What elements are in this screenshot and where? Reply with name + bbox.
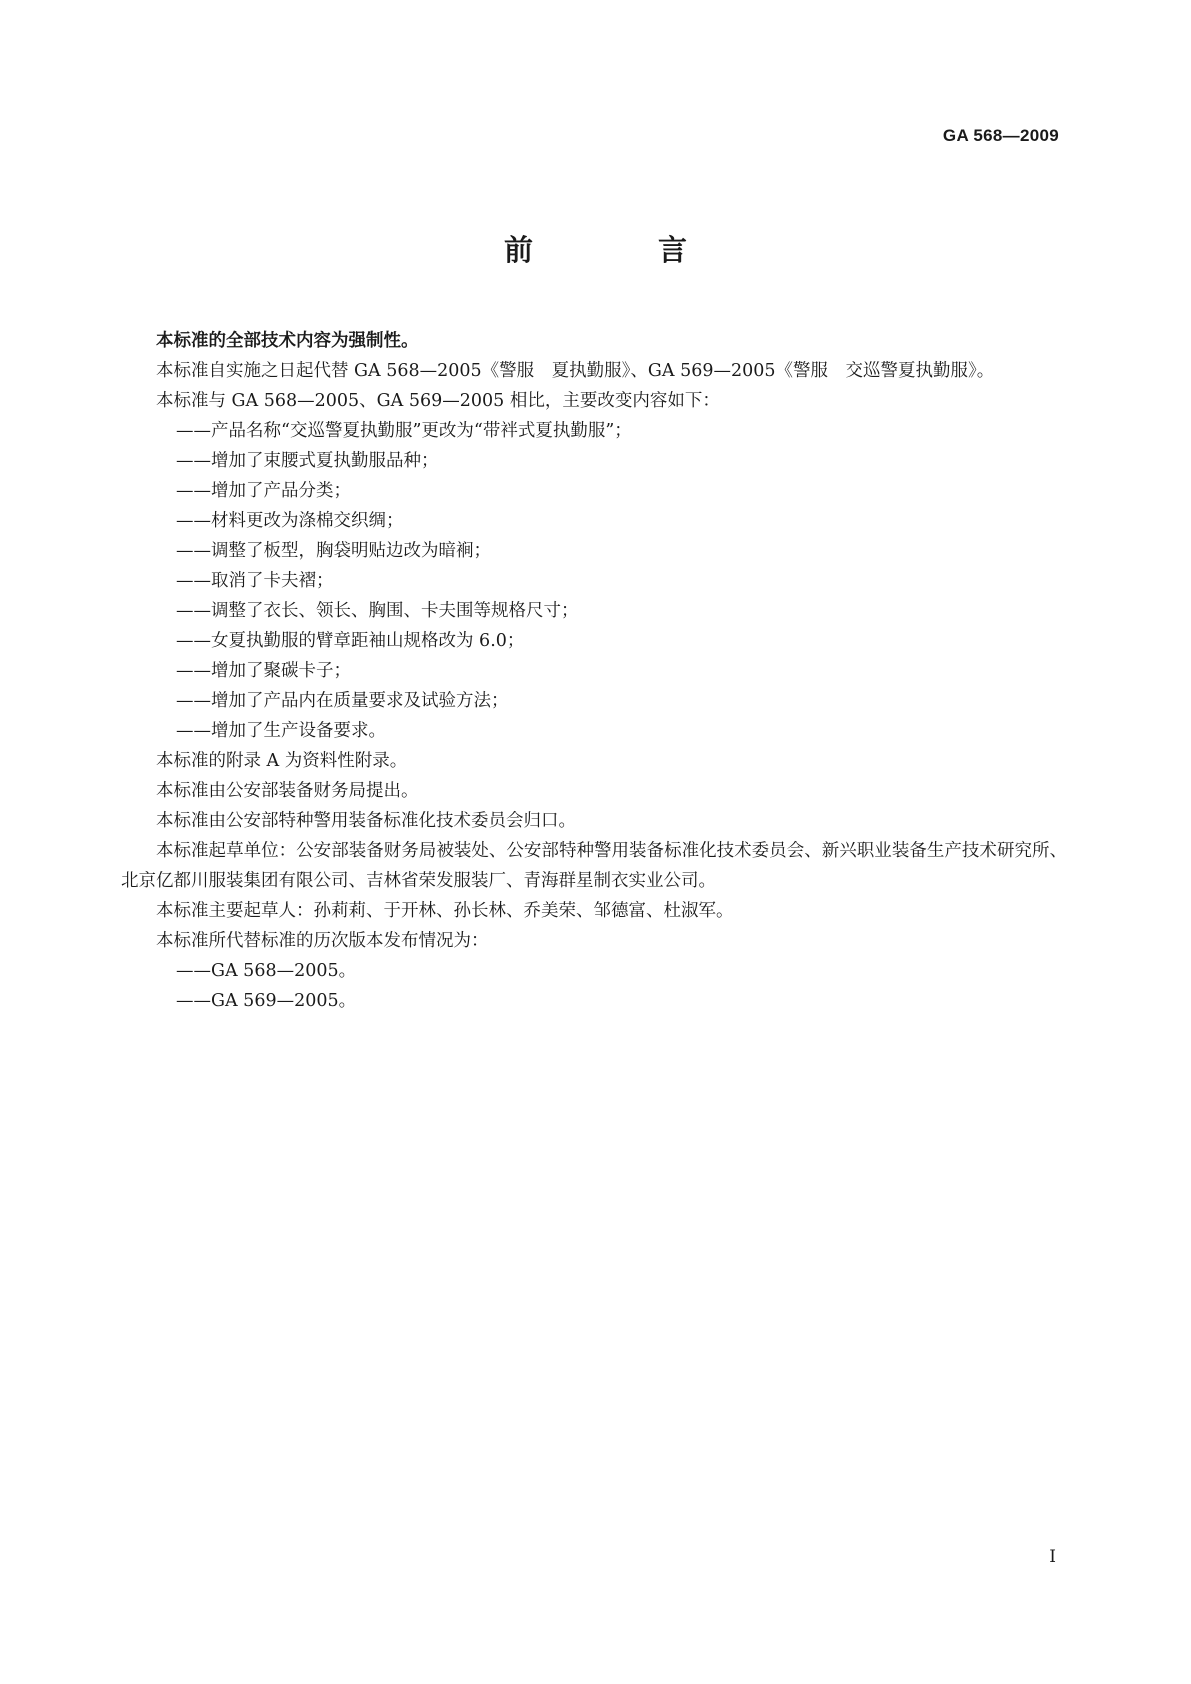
change-item: ——女夏执勤服的臂章距袖山规格改为 6.0；: [176, 631, 525, 651]
drafting-units-statement: 本标准起草单位：公安部装备财务局被装处、公安部特种警用装备标准化技术委员会、新兴职业装备生产技术研究所、北京亿都川服装集团有限公司、吉林省荣发服装厂、青海群星制衣实业公司。: [121, 841, 1067, 891]
drafters-statement: 本标准主要起草人：孙莉莉、于开林、孙长林、乔美荣、邹德富、杜淑军。: [156, 901, 734, 921]
previous-version-item: ——GA 568—2005。: [176, 961, 357, 981]
committee-statement: 本标准由公安部特种警用装备标准化技术委员会归口。: [156, 811, 576, 831]
standard-code: GA 568—2009: [942, 126, 1059, 145]
change-item: ——调整了衣长、领长、胸围、卡夫围等规格尺寸；: [176, 601, 579, 621]
change-item: ——调整了板型，胸袋明贴边改为暗裥；: [176, 541, 491, 561]
previous-version-item: ——GA 569—2005。: [176, 991, 357, 1011]
page-title: 前 言: [503, 233, 735, 267]
appendix-statement: 本标准的附录 A 为资料性附录。: [156, 751, 408, 771]
change-item: ——增加了生产设备要求。: [176, 721, 386, 741]
change-item: ——增加了产品分类；: [176, 481, 351, 501]
history-intro: 本标准所代替标准的历次版本发布情况为：: [156, 931, 489, 951]
change-item: ——产品名称“交巡警夏执勤服”更改为“带袢式夏执勤服”；: [176, 421, 632, 441]
change-item: ——增加了束腰式夏执勤服品种；: [176, 451, 439, 471]
mandatory-statement: 本标准的全部技术内容为强制性。: [156, 331, 419, 351]
replacement-statement: 本标准自实施之日起代替 GA 568—2005《警服 夏执勤服》、GA 569—2005《警服 交巡警夏执勤服》。: [156, 361, 995, 381]
proposer-statement: 本标准由公安部装备财务局提出。: [156, 781, 419, 801]
foreword-body: [121, 326, 1067, 1016]
change-item: ——增加了聚碳卡子；: [176, 661, 351, 681]
page-number: I: [1049, 1547, 1056, 1567]
change-item: ——增加了产品内在质量要求及试验方法；: [176, 691, 509, 711]
change-item: ——取消了卡夫褶；: [176, 571, 334, 591]
changes-intro: 本标准与 GA 568—2005、GA 569—2005 相比，主要改变内容如下：: [156, 391, 720, 411]
change-item: ——材料更改为涤棉交织绸；: [176, 511, 404, 531]
